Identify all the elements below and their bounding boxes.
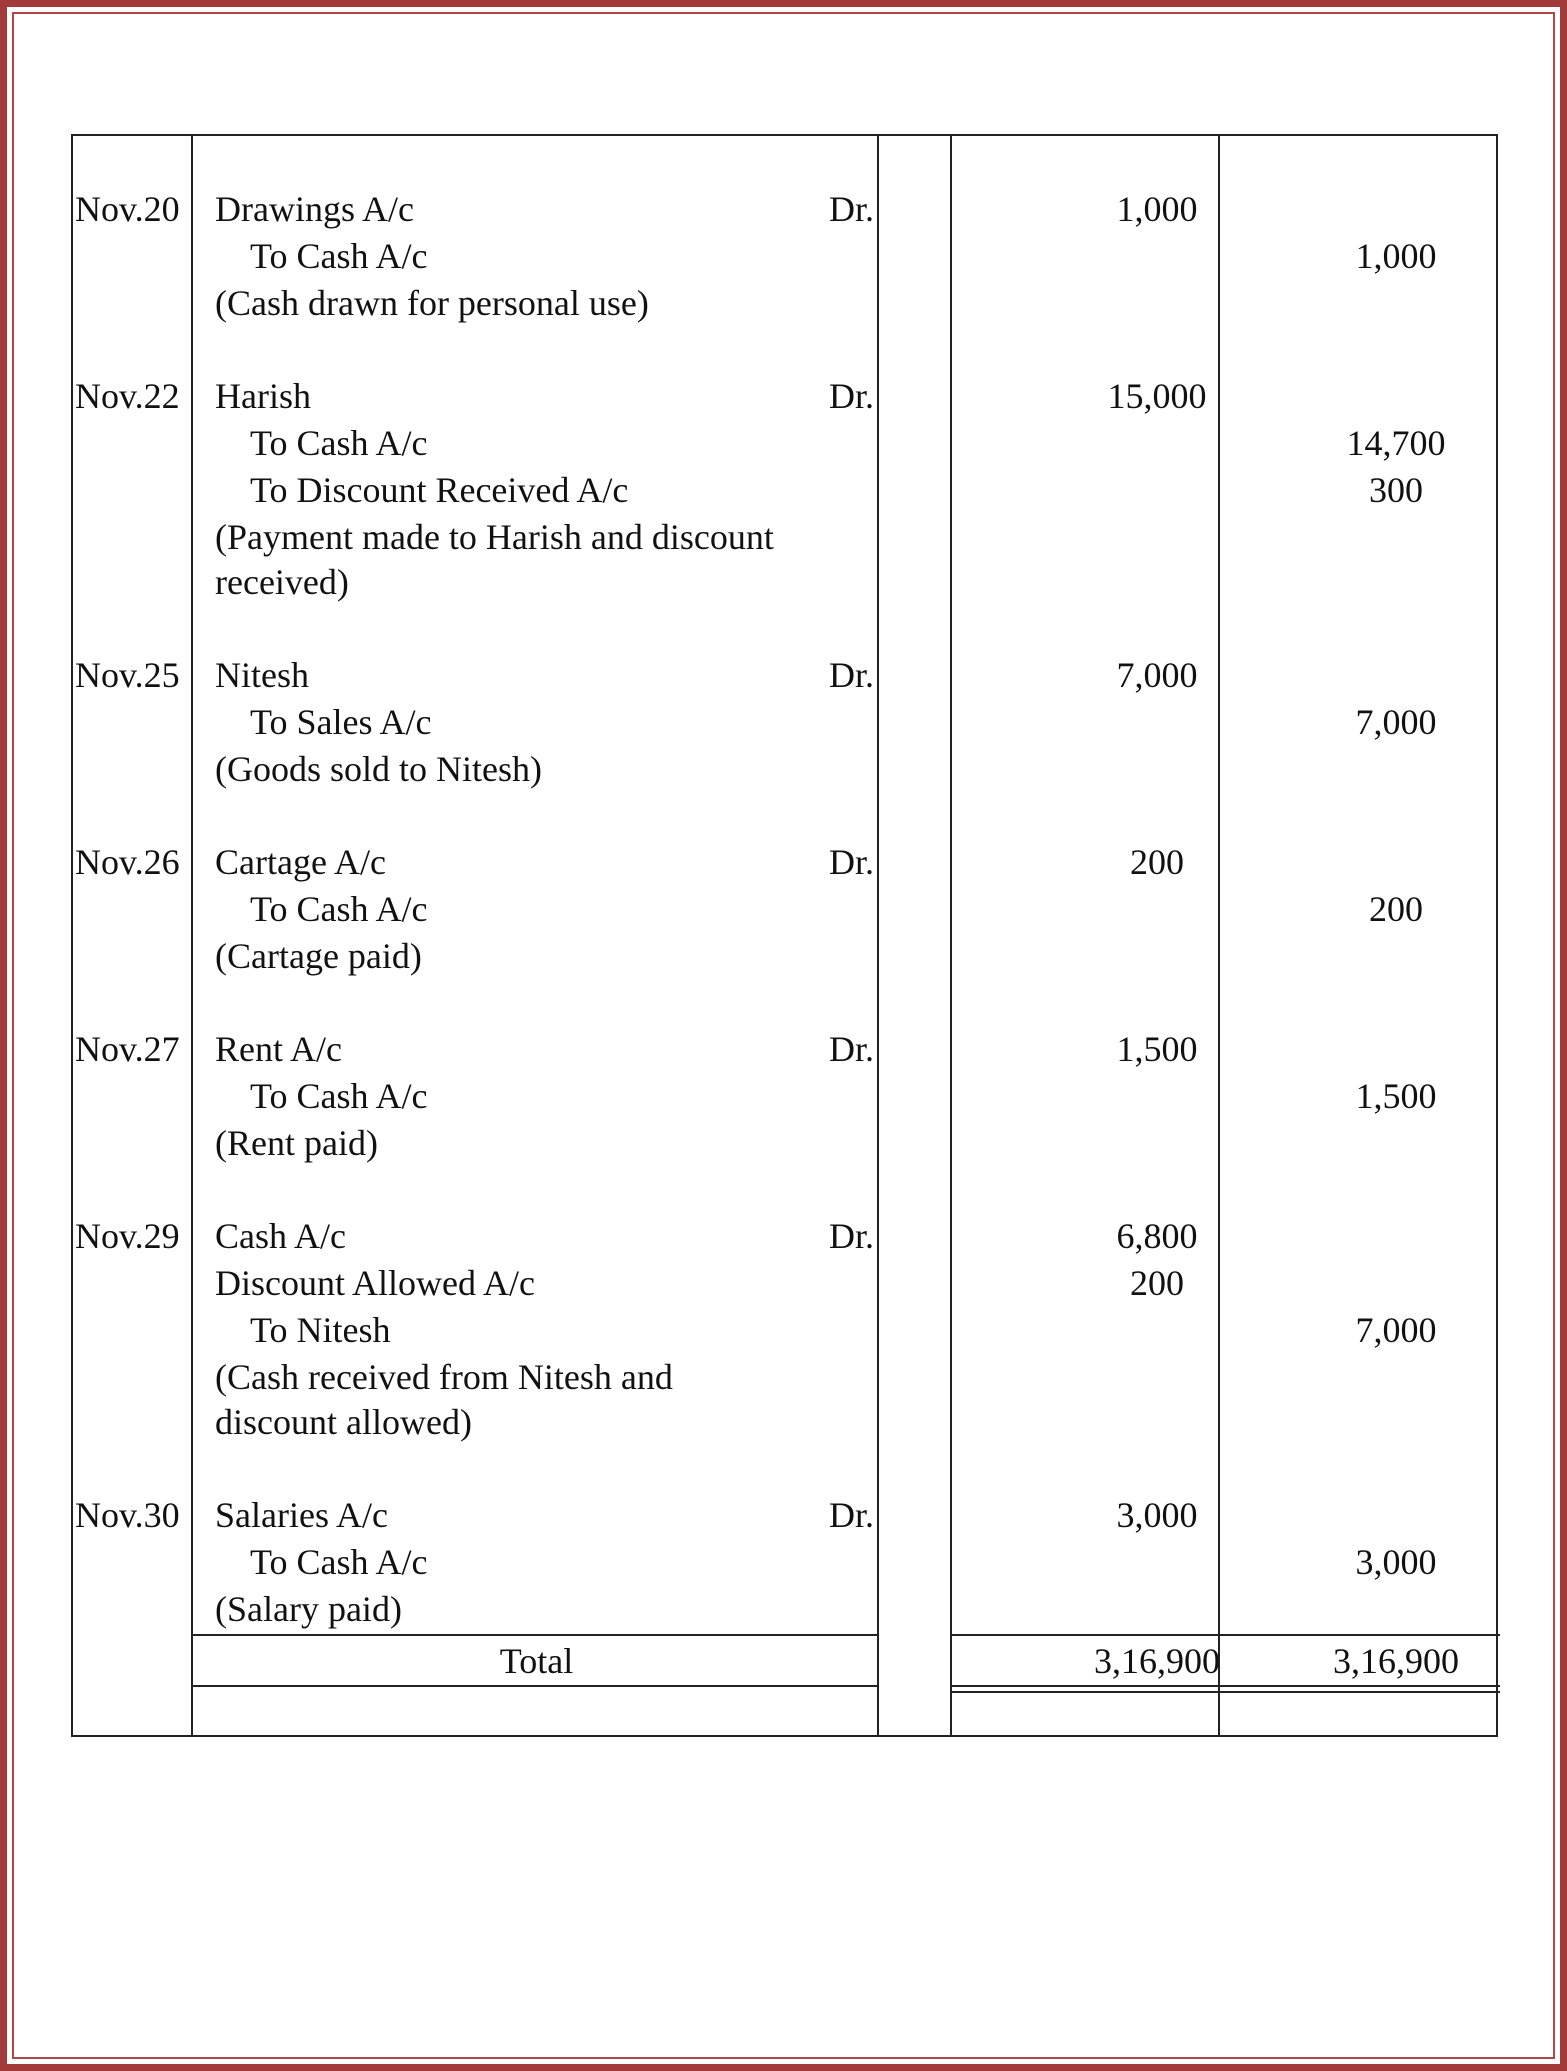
narration: (Rent paid) [215, 1123, 378, 1163]
credit-amount: 7,000 [1355, 1310, 1437, 1350]
entry-date: Nov.29 [75, 1216, 180, 1256]
debit-amount: 1,000 [1116, 189, 1198, 229]
narration: received) [215, 562, 349, 602]
credit-amount: 300 [1369, 470, 1423, 510]
total-bottom-rule-particulars [191, 1685, 879, 1687]
entry-date: Nov.25 [75, 655, 180, 695]
debit-account: Salaries A/c [215, 1495, 388, 1535]
total-top-rule-particulars [191, 1634, 879, 1636]
credit-account: To Nitesh [250, 1310, 391, 1350]
credit-amount: 200 [1369, 889, 1423, 929]
dr-marker: Dr. [829, 376, 874, 416]
credit-amount: 1,000 [1355, 236, 1437, 276]
credit-amount: 14,700 [1346, 423, 1446, 463]
entry-date: Nov.30 [75, 1495, 180, 1535]
narration: (Cartage paid) [215, 936, 422, 976]
debit-amount: 200 [1130, 1263, 1184, 1303]
total-debit: 3,16,900 [1094, 1641, 1220, 1681]
narration: (Payment made to Harish and discount [215, 517, 774, 557]
narration: (Goods sold to Nitesh) [215, 749, 542, 789]
entry-date: Nov.26 [75, 842, 180, 882]
debit-amount: 200 [1130, 842, 1184, 882]
credit-account: To Discount Received A/c [250, 470, 629, 510]
dr-marker: Dr. [829, 1029, 874, 1069]
credit-account: To Cash A/c [250, 1542, 428, 1582]
dr-marker: Dr. [829, 655, 874, 695]
dr-marker: Dr. [829, 1216, 874, 1256]
credit-account: To Sales A/c [250, 702, 432, 742]
narration: discount allowed) [215, 1402, 472, 1442]
credit-account: To Cash A/c [250, 423, 428, 463]
dr-marker: Dr. [829, 1495, 874, 1535]
total-credit: 3,16,900 [1333, 1641, 1459, 1681]
debit-amount: 6,800 [1116, 1216, 1198, 1256]
total-double-rule [950, 1691, 1500, 1693]
credit-amount: 7,000 [1355, 702, 1437, 742]
particulars-column-rule [877, 136, 879, 1735]
total-label: Total [499, 1641, 574, 1681]
debit-amount: 3,000 [1116, 1495, 1198, 1535]
debit-account: Cash A/c [215, 1216, 346, 1256]
journal-table [71, 134, 1498, 1737]
total-top-rule-amounts [950, 1634, 1500, 1636]
debit-account: Harish [215, 376, 311, 416]
entry-date: Nov.27 [75, 1029, 180, 1069]
debit-account: Discount Allowed A/c [215, 1263, 535, 1303]
debit-account: Drawings A/c [215, 189, 414, 229]
credit-amount: 1,500 [1355, 1076, 1437, 1116]
entry-date: Nov.20 [75, 189, 180, 229]
credit-amount: 3,000 [1355, 1542, 1437, 1582]
dr-marker: Dr. [829, 189, 874, 229]
debit-amount: 15,000 [1107, 376, 1207, 416]
lf-column-rule [950, 136, 952, 1735]
debit-amount: 7,000 [1116, 655, 1198, 695]
debit-account: Nitesh [215, 655, 309, 695]
narration: (Salary paid) [215, 1589, 402, 1629]
credit-account: To Cash A/c [250, 889, 428, 929]
narration: (Cash received from Nitesh and [215, 1357, 673, 1397]
debit-account: Cartage A/c [215, 842, 386, 882]
debit-amount: 1,500 [1116, 1029, 1198, 1069]
credit-account: To Cash A/c [250, 1076, 428, 1116]
debit-account: Rent A/c [215, 1029, 342, 1069]
total-bottom-rule-amounts [950, 1685, 1500, 1687]
entry-date: Nov.22 [75, 376, 180, 416]
credit-account: To Cash A/c [250, 236, 428, 276]
dr-marker: Dr. [829, 842, 874, 882]
narration: (Cash drawn for personal use) [215, 283, 649, 323]
